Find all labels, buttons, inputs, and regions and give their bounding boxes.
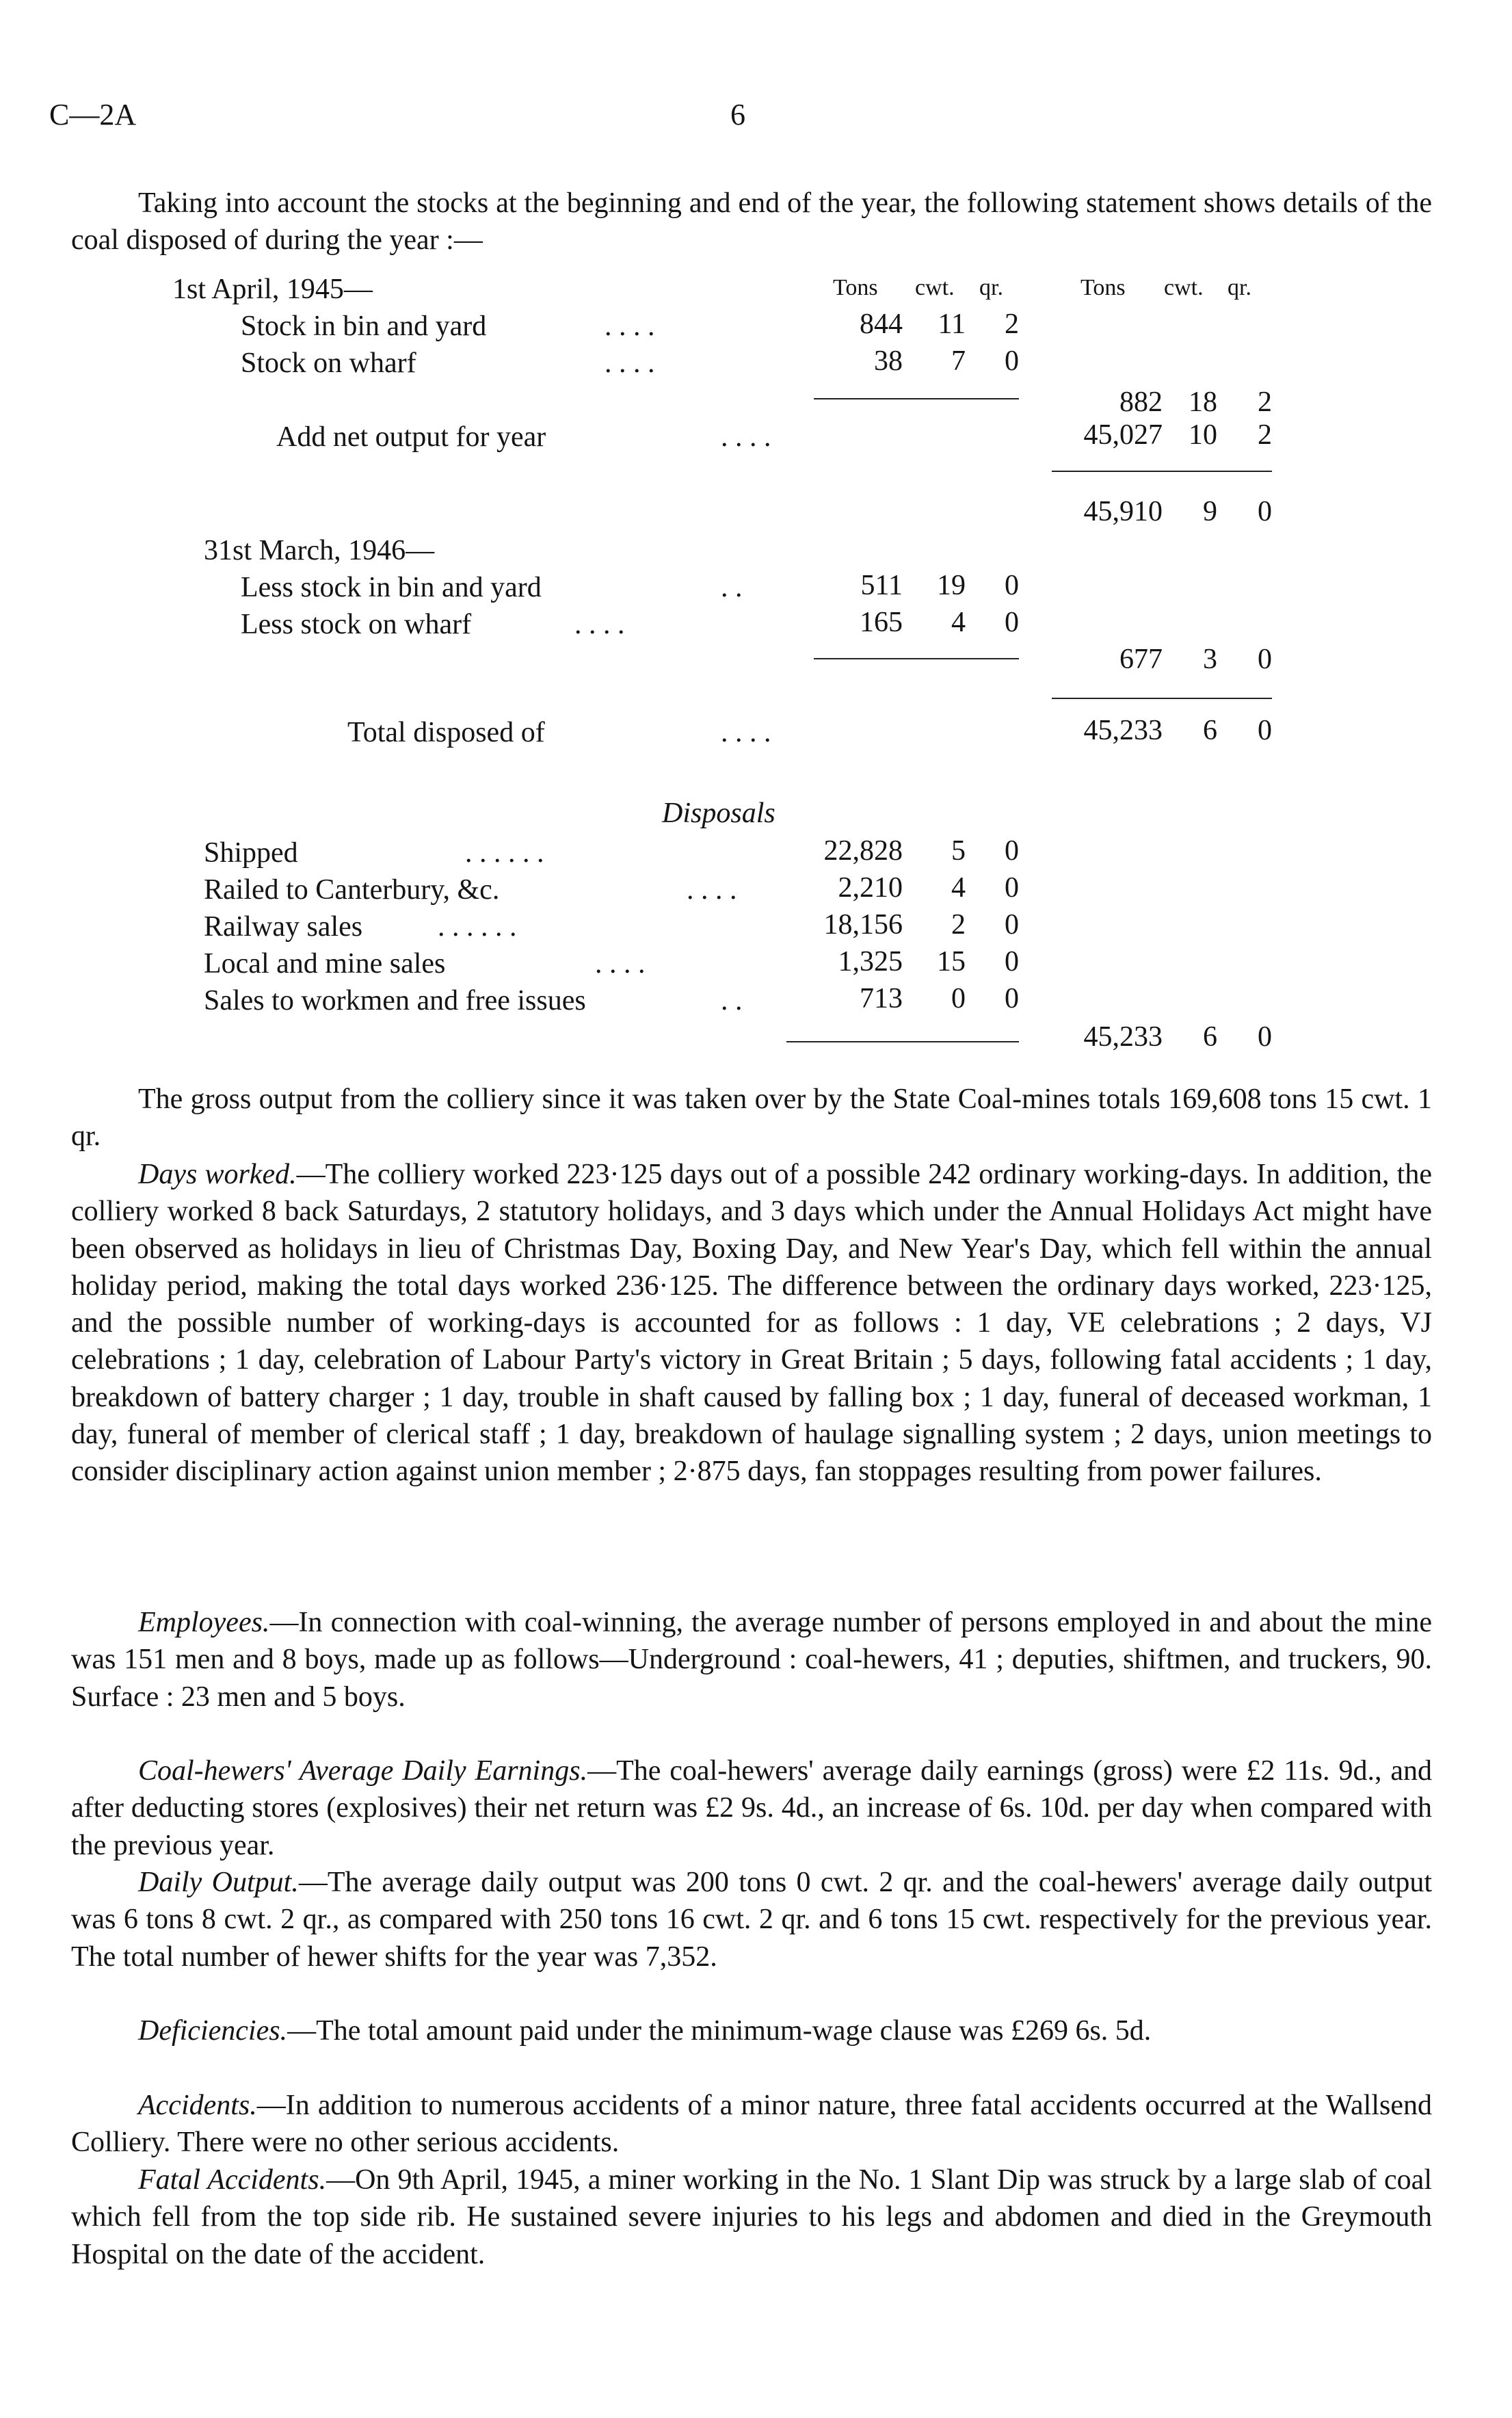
- add-output-label: Add net output for year: [276, 421, 546, 453]
- paragraph-earnings: [71, 1752, 1432, 1864]
- cell-cwt: 6: [1203, 1021, 1217, 1053]
- cell-qr: 2: [1258, 419, 1272, 451]
- cell-cwt: 4: [951, 607, 966, 638]
- cell-qr: 0: [1005, 835, 1019, 867]
- sum-rule: [1052, 471, 1272, 472]
- cell-tons: 38: [874, 345, 903, 377]
- paragraph-title: Employees.: [138, 1607, 270, 1638]
- cell-tons: 22,828: [823, 835, 903, 867]
- cell-tons: 511: [860, 570, 903, 601]
- cell-qr: 0: [1258, 1021, 1272, 1053]
- cell-qr: 0: [1005, 983, 1019, 1014]
- paragraph-title: Fatal Accidents.: [138, 2164, 327, 2196]
- cell-cwt: 0: [951, 983, 966, 1014]
- cell-cwt: 5: [951, 835, 966, 867]
- paragraph-accidents: [71, 2087, 1432, 2161]
- col-header-cwt: cwt.: [915, 275, 955, 300]
- cell-qr: 0: [1005, 946, 1019, 977]
- row-label: Stock in bin and yard: [241, 311, 487, 342]
- intro-paragraph: Taking into account the stocks at the beginning and end of the year, the following statement shows details of the coal disposed of during the year :—: [71, 187, 1432, 257]
- leader-dots: . .: [721, 572, 743, 603]
- cell-qr: 0: [1005, 909, 1019, 941]
- cell-tons: 713: [860, 983, 903, 1014]
- row-label: Local and mine sales: [204, 948, 446, 980]
- cell-tons: 45,910: [1083, 496, 1163, 527]
- disposals-rule: [786, 1041, 1019, 1042]
- cell-tons: 844: [860, 308, 903, 340]
- paragraph-daily-output: [71, 1864, 1432, 1975]
- cell-tons: 1,325: [838, 946, 903, 977]
- report-code: C—2A: [49, 98, 137, 131]
- cell-qr: 0: [1258, 715, 1272, 746]
- leader-dots: . . . .: [605, 347, 655, 379]
- paragraph-deficiencies: [71, 2012, 1432, 2049]
- col-header-qr: qr.: [979, 275, 1003, 300]
- leader-dots: . . . .: [721, 421, 771, 453]
- row-label: Stock on wharf: [241, 347, 416, 379]
- paragraph-title: Coal-hewers' Average Daily Earnings.: [138, 1755, 588, 1787]
- cell-cwt: 6: [1203, 715, 1217, 746]
- paragraph-title: Days worked.: [138, 1159, 297, 1190]
- cell-qr: 2: [1258, 386, 1272, 418]
- cell-tons: 18,156: [823, 909, 903, 941]
- paragraph-body: —The colliery worked 223·125 days out of a possible 242 ordinary working-days. In addition, the colliery worked 8 back Saturdays, 2 statutory holidays, and 3 days which under the Annual Holidays Act might have been observed as holidays in lieu of Christmas Day, Boxing Day, and New Year's Day, which fell within the annual holiday period, making the total days worked 236·125. The difference between the ordinary days worked, 223·125, and the possible number of working-days is accounted for as follows : 1 day, VE celebrations ; 2 days, VJ celebrations ; 1 day, celebration of Labour Party's victory in Great Britain ; 5 days, following fatal accidents ; 1 day, breakdown of battery charger ; 1 day, trouble in shaft caused by falling box ; 1 day, funeral of deceased workman, 1 day, funeral of member of clerical staff ; 1 day, breakdown of haulage signalling system ; 2 days, union meetings to consider disciplinary action against union member ; 2·875 days, fan stoppages resulting from power failures.: [71, 1159, 1432, 1488]
- paragraph-gross-output: [71, 1081, 1432, 1155]
- cell-qr: 0: [1258, 644, 1272, 675]
- cell-tons: 45,027: [1083, 419, 1163, 451]
- paragraph-body: —The average daily output was 200 tons 0 cwt. 2 qr. and the coal-hewers' average daily output was 6 tons 8 cwt. 2 qr., as compared with 250 tons 16 cwt. 2 qr. and 6 tons 15 cwt. respectively for the previous year. The total number of hewer shifts for the year was 7,352.: [71, 1867, 1432, 1973]
- cell-cwt: 7: [951, 345, 966, 377]
- row-label: Less stock in bin and yard: [241, 572, 542, 603]
- subtotal-rule: [814, 658, 1019, 659]
- paragraph-body: The gross output from the colliery since it was taken over by the State Coal-mines totals 169,608 tons 15 cwt. 1 qr.: [71, 1083, 1432, 1153]
- cell-tons: 45,233: [1083, 1021, 1163, 1053]
- col-header-cwt-2: cwt.: [1164, 275, 1204, 300]
- col-header-tons: Tons: [833, 275, 878, 300]
- cell-cwt: 4: [951, 872, 966, 904]
- leader-dots: . . . .: [595, 948, 646, 980]
- paragraph-days-worked: [71, 1156, 1432, 1490]
- disposals-heading: Disposals: [662, 798, 775, 829]
- subtotal-rule: [814, 398, 1019, 399]
- row-label: Railway sales: [204, 911, 363, 943]
- start-date-label: 1st April, 1945—: [172, 274, 373, 305]
- paragraph-body: —On 9th April, 1945, a miner working in the No. 1 Slant Dip was struck by a large slab of coal which fell from the top side rib. He sustained severe injuries to his legs and abdomen and died in the Greymouth Hospital on the date of the accident.: [71, 2164, 1432, 2270]
- cell-qr: 0: [1005, 872, 1019, 904]
- cell-qr: 0: [1258, 496, 1272, 527]
- cell-tons: 677: [1119, 644, 1163, 675]
- paragraph-body: —The coal-hewers' average daily earnings (gross) were £2 11s. 9d., and after deducting stores (explosives) their net return was £2 9s. 4d., an increase of 6s. 10d. per day when compared with the previous year.: [71, 1755, 1433, 1861]
- total-rule: [1052, 698, 1272, 699]
- cell-qr: 2: [1005, 308, 1019, 340]
- leader-dots: . . . . . .: [465, 837, 544, 869]
- row-label: Railed to Canterbury, &c.: [204, 874, 500, 906]
- cell-cwt: 19: [937, 570, 966, 601]
- row-label: Shipped: [204, 837, 298, 869]
- leader-dots: . . . .: [605, 311, 655, 342]
- row-label: Less stock on wharf: [241, 609, 472, 640]
- paragraph-body: —In addition to numerous accidents of a minor nature, three fatal accidents occurred at the Wallsend Colliery. There were no other serious accidents.: [71, 2090, 1432, 2159]
- col-header-tons-2: Tons: [1080, 275, 1126, 300]
- cell-cwt: 15: [937, 946, 966, 977]
- cell-qr: 0: [1005, 570, 1019, 601]
- cell-qr: 0: [1005, 345, 1019, 377]
- cell-cwt: 18: [1189, 386, 1217, 418]
- cell-tons: 45,233: [1083, 715, 1163, 746]
- cell-cwt: 2: [951, 909, 966, 941]
- page-number: 6: [730, 98, 745, 131]
- total-disposed-label: Total disposed of: [347, 717, 545, 748]
- cell-tons: 165: [860, 607, 903, 638]
- leader-dots: . .: [721, 985, 743, 1016]
- row-label: Sales to workmen and free issues: [204, 985, 586, 1016]
- leader-dots: . . . . . .: [438, 911, 517, 943]
- cell-cwt: 3: [1203, 644, 1217, 675]
- paragraph-body: —The total amount paid under the minimum-wage clause was £269 6s. 5d.: [287, 2015, 1152, 2047]
- paragraph-title: Deficiencies.: [138, 2015, 288, 2047]
- leader-dots: . . . .: [721, 717, 771, 748]
- end-date-label: 31st March, 1946—: [204, 535, 435, 566]
- cell-cwt: 11: [938, 308, 966, 340]
- leader-dots: . . . .: [687, 874, 737, 906]
- cell-tons: 2,210: [838, 872, 903, 904]
- paragraph-employees: [71, 1604, 1432, 1716]
- cell-tons: 882: [1119, 386, 1163, 418]
- leader-dots: . . . .: [574, 609, 625, 640]
- cell-qr: 0: [1005, 607, 1019, 638]
- paragraph-fatal-accidents: [71, 2161, 1432, 2273]
- cell-cwt: 10: [1189, 419, 1217, 451]
- paragraph-title: Daily Output.: [138, 1867, 299, 1898]
- col-header-qr-2: qr.: [1228, 275, 1251, 300]
- paragraph-body: —In connection with coal-winning, the average number of persons employed in and about the mine was 151 men and 8 boys, made up as follows—Underground : coal-hewers, 41 ; deputies, shiftmen, and truckers, 90. Surface : 23 men and 5 boys.: [71, 1607, 1432, 1713]
- cell-cwt: 9: [1203, 496, 1217, 527]
- paragraph-title: Accidents.: [138, 2090, 257, 2121]
